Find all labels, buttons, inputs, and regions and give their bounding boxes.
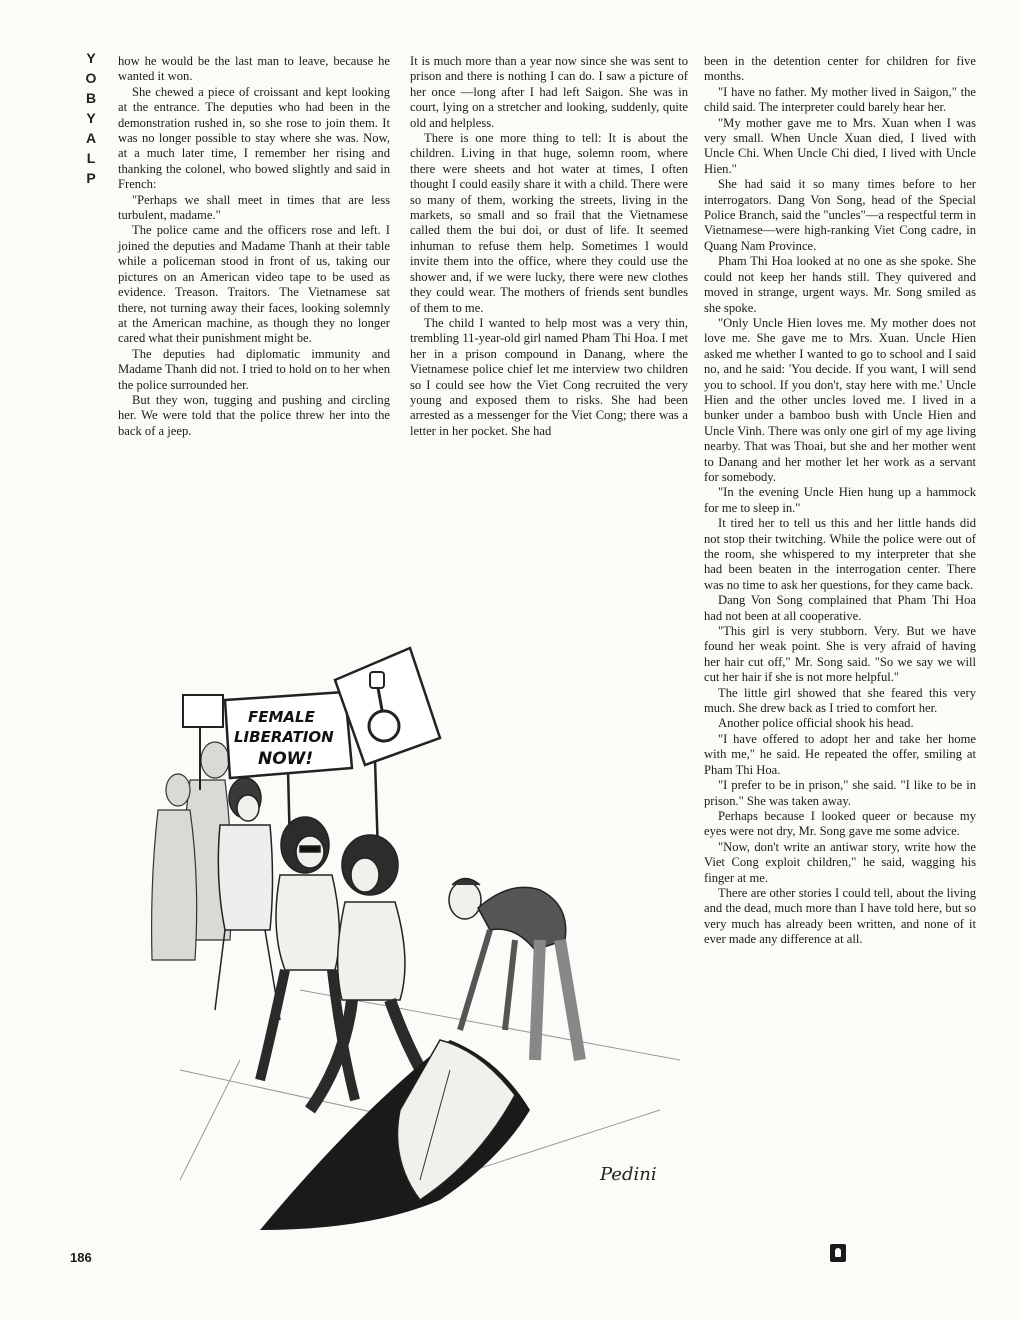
paragraph: The police came and the officers rose and left. I joined the deputies and Madame Thanh at their table while a policeman stood in front of us, taking our pictures on an American video tape to be used as evidence. Treason. Traitors. The Vietnamese sat there, not turning away their faces, looking solemnly at the American machine, as though they no longer cared what their punishment might be. xyxy=(118,223,390,346)
masthead-letter: L xyxy=(86,150,96,166)
paragraph: Perhaps because I looked queer or because my eyes were not dry, Mr. Song gave me some advice. xyxy=(704,808,976,839)
masthead-letter: Y xyxy=(86,50,96,66)
paragraph: Pham Thi Hoa looked at no one as she spoke. She could not keep her hands still. They quivered and moved in strange, urgent ways. Mr. Song smiled as she spoke. xyxy=(704,254,976,315)
marching-women xyxy=(215,778,450,1115)
cartoon-illustration xyxy=(120,640,690,1240)
paragraph: "In the evening Uncle Hien hung up a hammock for me to sleep in." xyxy=(704,485,976,515)
paragraph: She had said it so many times before to her interrogators. Dang Von Song, head of the Special Police Branch, said the "uncles"—a respectful term in Vietnamese—were high-ranking Viet Cong cadre, in Quang Nam Province. xyxy=(704,177,976,253)
masthead-vertical xyxy=(80,48,102,188)
sign-line-3: NOW! xyxy=(258,749,314,769)
masthead-letter: O xyxy=(85,70,97,86)
paragraph: It is much more than a year now since she was sent to prison and there is nothing I can do. I saw a picture of her once —long after I had left Saigon. She was in court, lying on a stretcher and looking, suddenly, quite old and helpless. xyxy=(410,54,688,130)
paragraph: She chewed a piece of croissant and kept looking at the entrance. The deputies who had been in the demonstration rushed in, so she rose to join them. It was no longer possible to stay where she was. Now, at a much later time, I remember her rising and thanking the colonel, who bowed slightly and said in French: xyxy=(118,84,390,192)
text-column-3 xyxy=(704,54,976,948)
sign-line-2: LIBERATION xyxy=(234,728,334,746)
page-number: 186 xyxy=(70,1250,92,1265)
paragraph: "Now, don't write an antiwar story, write how the Viet Cong exploit children," he said, wagging his finger at me. xyxy=(704,839,976,885)
paragraph: "Only Uncle Hien loves me. My mother does not love me. She gave me to Mrs. Xuan. Uncle Hien asked me whether I wanted to go to school and I said no, and he said: 'You decide. If you want, I will send you to school. If you don't, stay here with me.' Uncle Hien and the other uncles loved me. I lived in a bunker under a bamboo bush with Uncle Hien and Uncle Vinh. There was only one girl of my age living nearby. That was Thoai, but she and her mother went to Danang and her mother let her work as a servant for somebody. xyxy=(704,315,976,484)
paragraph: There are other stories I could tell, about the living and the dead, much more than I have told here, but so very much has already been written, and none of it ever made any difference at all. xyxy=(704,885,976,947)
man-bending xyxy=(449,879,580,1061)
masthead-letter: A xyxy=(85,130,97,146)
paragraph: how he would be the last man to leave, because he wanted it won. xyxy=(118,54,390,84)
paragraph: "This girl is very stubborn. Very. But we have found her weak point. She is very afraid of having her hair cut off," Mr. Song said. "So we say we will cut her hair if she is not more helpful." xyxy=(704,624,976,685)
paragraph: But they won, tugging and pushing and circling her. We were told that the police threw her into the back of a jeep. xyxy=(118,392,390,438)
paragraph: "I have offered to adopt her and take her home with me," he said. He repeated the offer, smiling at Pham Thi Hoa. xyxy=(704,731,976,777)
paragraph: The child I wanted to help most was a very thin, trembling 11-year-old girl named Pham Thi Hoa. I met her in a prison compound in Danang, where the Vietnamese police chief let me interview two children so I could see how the Viet Cong recruited the very young and exposed them to risks. She had been arrested as a messenger for the Viet Cong; there was a letter in her pocket. She had xyxy=(410,315,688,438)
paragraph: The little girl showed that she feared this very much. She drew back as I tried to comfort her. xyxy=(704,685,976,716)
paragraph: It tired her to tell us this and her little hands did not stop their twitching. While the police were out of the room, she whispered to my interpreter that she had been beaten in the interrogation center. There was no time to ask her questions, for they came back. xyxy=(704,516,976,592)
paragraph: "Perhaps we shall meet in times that are less turbulent, madame." xyxy=(118,192,390,223)
rabbit-end-mark-icon xyxy=(830,1244,846,1262)
sign-line-1: FEMALE xyxy=(248,708,315,726)
paragraph: The deputies had diplomatic immunity and Madame Thanh did not. I tried to hold on to her when the police surrounded her. xyxy=(118,346,390,392)
paragraph: Dang Von Song complained that Pham Thi Hoa had not been at all cooperative. xyxy=(704,593,976,623)
masthead-letter: B xyxy=(85,90,97,106)
paragraph: "I have no father. My mother lived in Saigon," the child said. The interpreter could barely hear her. xyxy=(704,84,976,115)
coat-on-ground xyxy=(260,1040,530,1230)
artist-signature: Pedini xyxy=(600,1164,657,1185)
text-column-1 xyxy=(118,54,390,439)
paragraph: been in the detention center for children for five months. xyxy=(704,54,976,84)
paragraph: "My mother gave me to Mrs. Xuan when I was very small. When Uncle Xuan died, I lived with Uncle Chi. When Uncle Chi died, I lived with Uncle Hien." xyxy=(704,115,976,176)
text-column-2 xyxy=(410,54,688,439)
masthead-letter: Y xyxy=(86,110,96,126)
paragraph: There is one more thing to tell: It is about the children. Living in that huge, solemn room, where there were sheets and hot water at times, I often thought I could easily share it with a child. There were so many of them, working the streets, living in the markets, so small and so frail that the Vietnamese called them the bui doi, or dust of life. It seemed inhuman to refuse them help. Sometimes I would invite them into the office, where they could use the shower and, if we were lucky, there were new clothes they could wear. The mothers of friends sent bundles of them to me. xyxy=(410,131,688,315)
masthead-letter: P xyxy=(86,170,96,186)
paragraph: "I prefer to be in prison," she said. "I like to be in prison." She was taken away. xyxy=(704,778,976,808)
paragraph: Another police official shook his head. xyxy=(718,716,914,731)
